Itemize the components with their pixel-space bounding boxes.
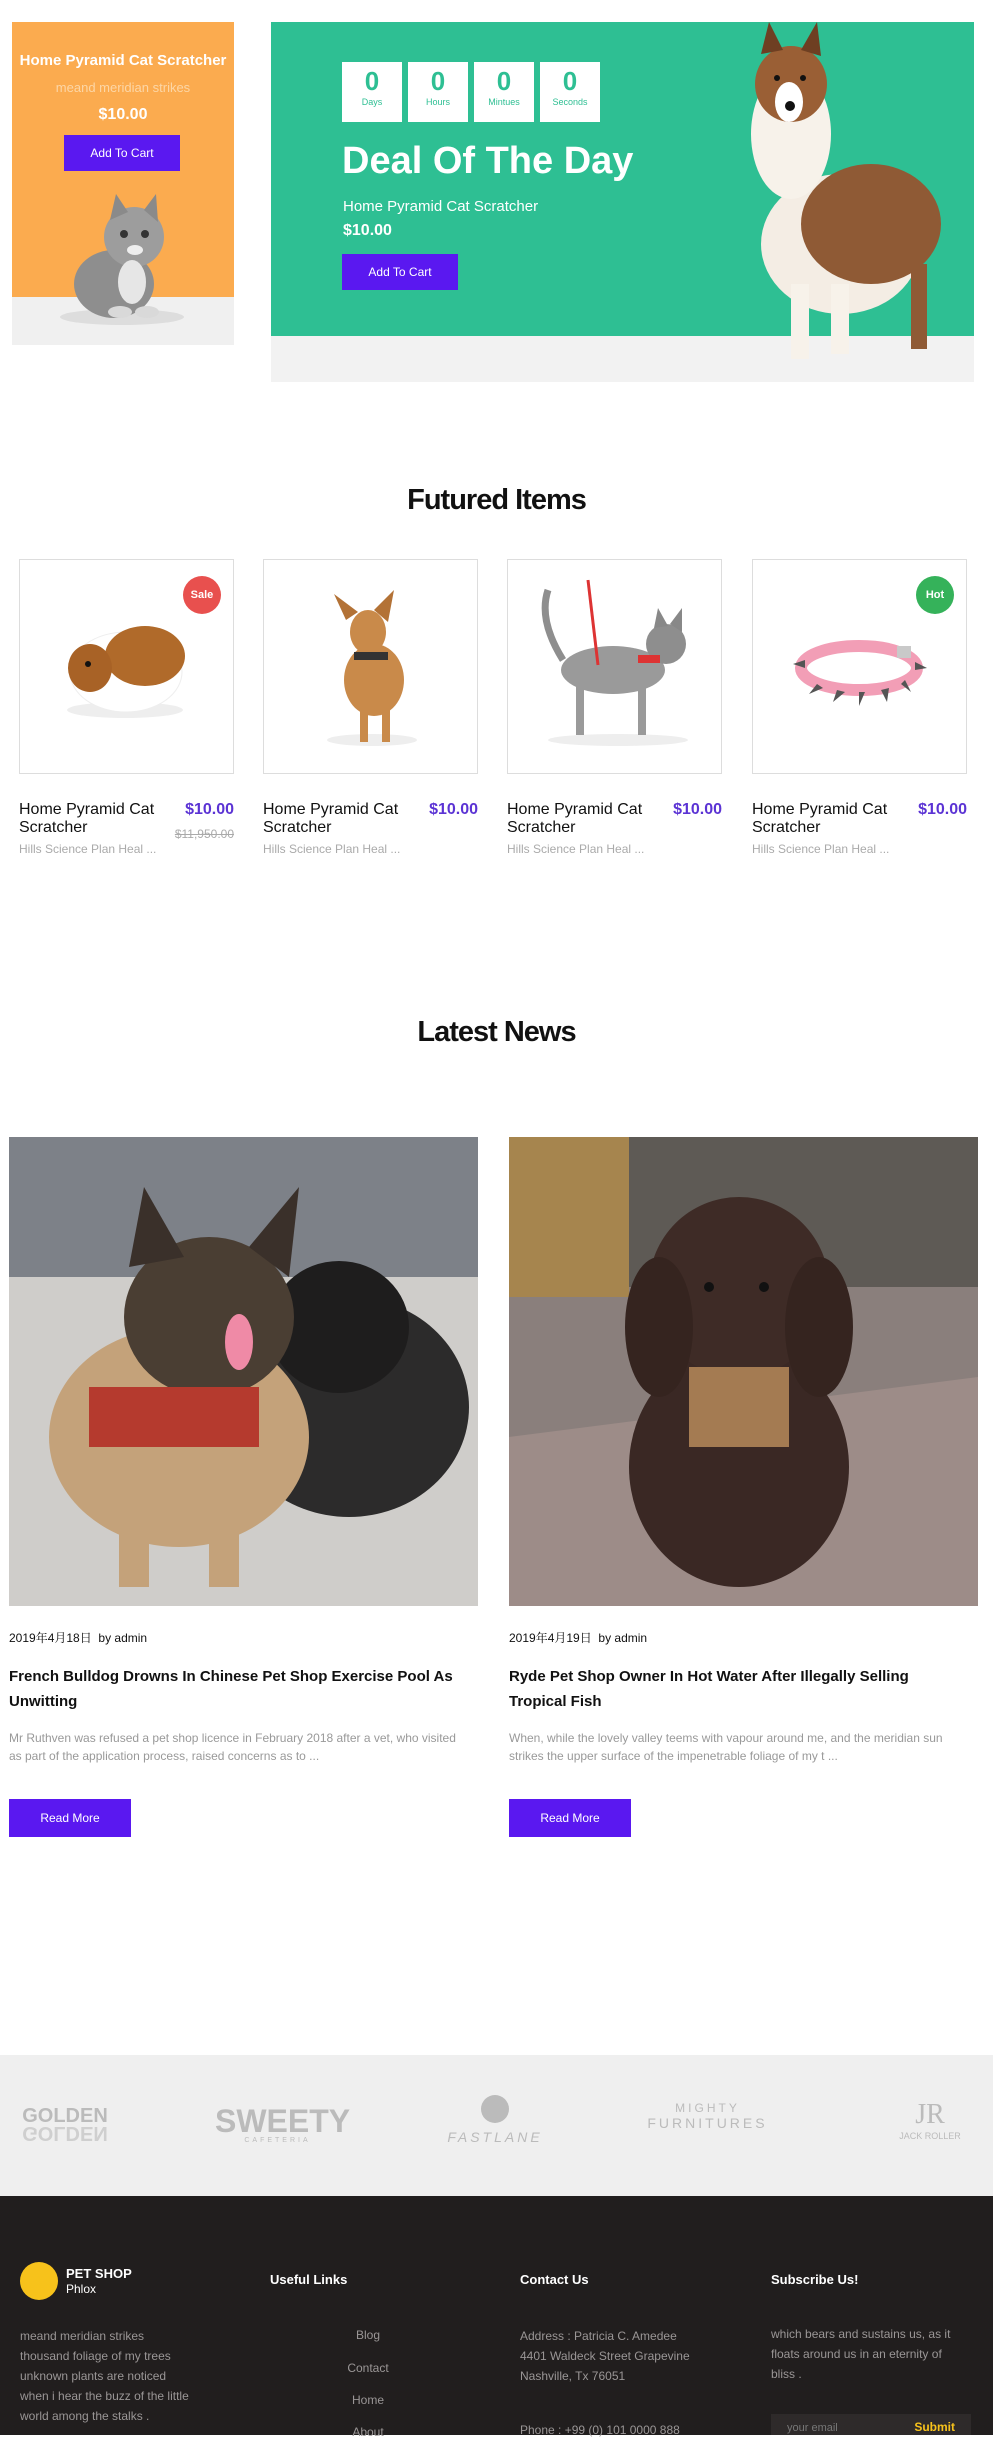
product-description: Hills Science Plan Heal ... [507,842,645,856]
product-card[interactable] [507,559,722,856]
product-price: $10.00 [185,801,234,818]
product-name[interactable]: Home Pyramid Cat Scratcher [19,801,155,836]
news-excerpt: When, while the lovely valley teems with vapour around me, and the meridian sun strikes the upper surface of the impenetrable foliage of my t ... [509,1731,943,1763]
footer-link-home[interactable]: Home [351,2393,384,2407]
fastlane-logo[interactable] [440,2095,550,2145]
deal-of-the-day-banner [271,22,974,382]
news-image[interactable] [509,1137,978,1606]
subscribe-form [771,2414,971,2435]
news-author[interactable]: by admin [598,1631,648,1645]
sweety-logo-text: SWEETY [215,2103,351,2139]
product-image[interactable] [19,559,234,774]
hot-badge: Hot [916,576,954,614]
countdown-value: 0 [562,66,578,96]
promo-subtitle: meand meridian strikes [55,80,191,95]
countdown-value: 0 [364,66,380,96]
useful-links-heading: Useful Links [270,2272,348,2287]
footer-logo-subtitle: Phlox [66,2282,97,2296]
product-description: Hills Science Plan Heal ... [263,842,401,856]
product-image[interactable] [507,559,722,774]
read-more-button[interactable]: Read More [9,1799,131,1837]
countdown-minutes [474,62,534,122]
golden-logo-text: GOLDEN [22,2105,108,2127]
footer-link-about[interactable]: About [352,2425,384,2439]
address-line: Nashville, Tx 76051 [520,2369,626,2383]
footer-about-text [20,2326,189,2426]
golden-logo-reflection: GOLDEN [22,2122,108,2144]
footer-link-contact[interactable]: Contact [347,2361,389,2375]
sweety-logo-sub: CAFETERIA [244,2137,311,2144]
fastlane-logo-text: FASTLANE [447,2129,543,2145]
subscribe-line: which bears and sustains us, as it [771,2327,951,2341]
deal-heading: Deal Of The Day [342,140,634,182]
news-excerpt: Mr Ruthven was refused a pet shop licence in February 2018 after a vet, who visited as part of the application process, raised concerns as to ... [9,1731,456,1763]
footer [0,2196,993,2439]
subscribe-submit-button[interactable]: Submit [914,2420,955,2434]
address-line: 4401 Waldeck Street Grapevine [520,2349,690,2363]
countdown-label: Seconds [552,97,588,107]
deal-product-name: Home Pyramid Cat Scratcher [343,198,539,215]
collie-dog-image [721,14,961,364]
product-name[interactable]: Home Pyramid Cat Scratcher [263,801,399,836]
deal-add-to-cart-button[interactable]: Add To Cart [342,254,458,290]
news-author[interactable]: by admin [98,1631,148,1645]
product-old-price: $11,950.00 [174,827,234,841]
jr-logo-text: JR [915,2099,945,2130]
countdown-days [342,62,402,122]
mighty-logo-text: MIGHTY [675,2101,740,2115]
footer-logo-title: PET SHOP [66,2266,132,2281]
bulldogs-photo [9,1137,478,1606]
about-line: thousand foliage of my trees [20,2349,171,2363]
footer-phone: Phone : +99 (0) 101 0000 888 [520,2423,680,2437]
jack-roller-logo[interactable] [890,2099,970,2141]
subscribe-line: bliss . [771,2367,802,2381]
news-date: 2019年4月19日 [509,1631,592,1645]
dog-icon [264,560,477,773]
footer-link-blog[interactable]: Blog [355,2328,381,2342]
product-name[interactable]: Home Pyramid Cat Scratcher [507,801,643,836]
news-image[interactable] [9,1137,478,1606]
countdown-label: Days [361,97,383,107]
product-price: $10.00 [673,801,722,818]
jack-roller-logo-text: JACK ROLLER [899,2131,961,2141]
read-more-button[interactable]: Read More [509,1799,631,1837]
product-image[interactable] [263,559,478,774]
news-meta [9,1629,147,1646]
promo-title: Home Pyramid Cat Scratcher [19,52,227,69]
guinea-pig-icon [20,560,233,773]
countdown-value: 0 [430,66,446,96]
news-section-title: Latest News [417,1016,576,1048]
featured-section-title: Futured Items [407,484,586,516]
about-line: meand meridian strikes [20,2329,145,2343]
product-image[interactable] [752,559,967,774]
countdown-value: 0 [496,66,512,96]
mighty-furnitures-logo[interactable] [640,2101,775,2131]
golden-logo[interactable] [20,2105,110,2144]
subscribe-line: floats around us in an eternity of [771,2347,942,2361]
countdown-label: Mintues [488,97,520,107]
sale-badge: Sale [183,576,221,614]
countdown-hours [408,62,468,122]
poodle-photo [509,1137,978,1606]
address-line: Address : Patricia C. Amedee [520,2329,677,2343]
sweety-logo[interactable] [215,2103,351,2144]
promo-add-to-cart-button[interactable]: Add To Cart [64,135,180,171]
fastlane-mark-icon [481,2095,509,2123]
cat-image [52,192,192,327]
cat-leash-icon [508,560,721,773]
subscribe-heading: Subscribe Us! [771,2272,859,2287]
product-card[interactable] [263,559,478,856]
product-description: Hills Science Plan Heal ... [19,842,157,856]
product-name[interactable]: Home Pyramid Cat Scratcher [752,801,888,836]
product-price: $10.00 [429,801,478,818]
news-date: 2019年4月18日 [9,1631,92,1645]
countdown-label: Hours [425,97,450,107]
subscribe-text [771,2324,950,2384]
brand-logos-strip [0,2055,993,2196]
news-title[interactable]: French Bulldog Drowns In Chinese Pet Shop Exercise Pool As Unwitting [9,1668,453,1710]
collar-icon [753,560,966,773]
news-meta [509,1629,647,1646]
contact-us-heading: Contact Us [520,2272,589,2287]
promo-price: $10.00 [98,106,148,123]
news-post [9,1137,478,1825]
countdown-seconds [540,62,600,122]
about-line: unknown plants are noticed [20,2369,167,2383]
promo-card [12,22,234,345]
product-price: $10.00 [918,801,967,818]
product-card[interactable] [19,559,234,856]
about-line: world among the stalks . [20,2409,150,2423]
paw-logo-icon[interactable] [20,2262,58,2300]
deal-price: $10.00 [343,222,392,239]
subscribe-email-input[interactable]: your email [787,2422,838,2434]
furnitures-logo-text: FURNITURES [647,2115,768,2131]
product-description: Hills Science Plan Heal ... [752,842,890,856]
footer-address [520,2326,690,2386]
news-title[interactable]: Ryde Pet Shop Owner In Hot Water After Illegally Selling Tropical Fish [509,1668,909,1710]
product-card[interactable] [752,559,967,856]
about-line: when i hear the buzz of the little [20,2389,189,2403]
news-post [509,1137,978,1825]
